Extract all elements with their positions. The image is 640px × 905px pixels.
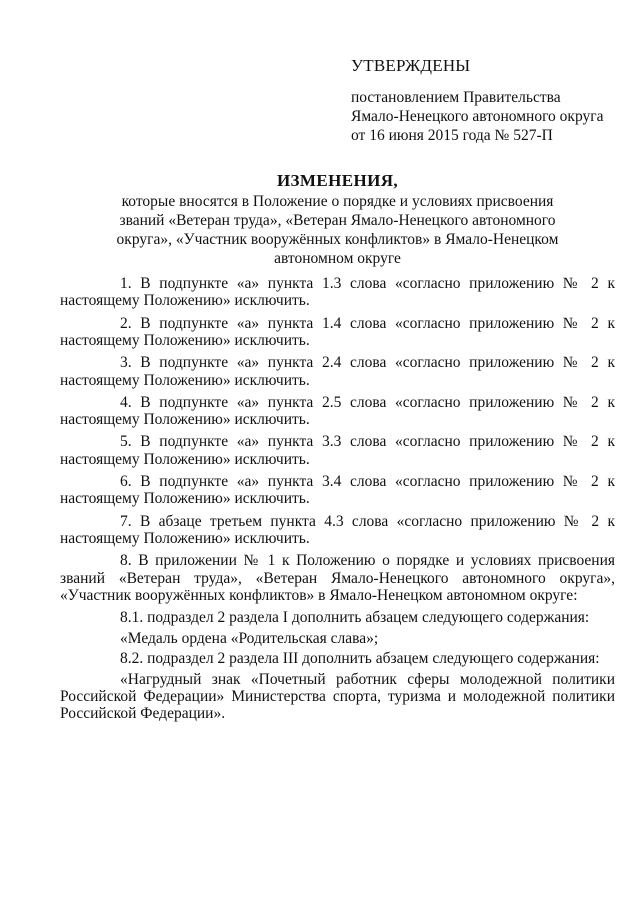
amendment-item	[60, 394, 615, 429]
amendment-item	[60, 473, 615, 508]
item-line: настоящему Положению» исключить.	[60, 332, 310, 350]
item-line: настоящему Положению» исключить.	[60, 490, 310, 508]
subitem-8-1-text: «Медаль ордена «Родительская слава»;	[120, 629, 379, 647]
subtitle-line: званий «Ветеран труда», «Ветеран Ямало-Ненецкого автономного	[119, 212, 556, 229]
amendment-item	[60, 433, 615, 468]
document-body	[60, 275, 615, 723]
item8-line: 8. В приложении № 1 к Положению о порядке и условиях присвоения	[120, 552, 615, 570]
approval-block	[351, 56, 621, 145]
item-line: настоящему Положению» исключить.	[60, 292, 310, 310]
document-title-block	[60, 170, 615, 268]
item8-line: «Участник вооружённых конфликтов» в Ямало-Ненецком автономном округе:	[60, 587, 578, 605]
item-line: 1. В подпункте «а» пункта 1.3 слова «согласно приложению № 2 к	[120, 275, 615, 292]
subitem-8-2: 8.2. подраздел 2 раздела III дополнить абзацем следующего содержания:	[120, 650, 600, 668]
approval-line: Ямало-Ненецкого автономного округа	[351, 108, 604, 125]
item8-line: званий «Ветеран труда», «Ветеран Ямало-Ненецкого автономного округа»,	[60, 569, 615, 587]
subitem-8-1: 8.1. подраздел 2 раздела I дополнить абзацем следующего содержания:	[120, 609, 590, 627]
item-line: 6. В подпункте «а» пункта 3.4 слова «согласно приложению № 2 к	[120, 473, 615, 491]
item-line: 5. В подпункте «а» пункта 3.3 слова «согласно приложению № 2 к	[120, 433, 615, 451]
item-line: настоящему Положению» исключить.	[60, 450, 310, 468]
amendment-item	[60, 275, 615, 310]
subitem-8-2-text	[60, 671, 615, 723]
subitem-8-2-line: Российской Федерации» Министерства спорта, туризма и молодежной политики	[60, 687, 615, 705]
item-line: 3. В подпункте «а» пункта 2.4 слова «согласно приложению № 2 к	[120, 354, 615, 372]
item-line: 7. В абзаце третьем пункта 4.3 слова «согласно приложению № 2 к	[120, 512, 615, 530]
item-line: 4. В подпункте «а» пункта 2.5 слова «согласно приложению № 2 к	[120, 393, 615, 411]
item-line: настоящему Положению» исключить.	[60, 411, 310, 429]
document-subtitle	[60, 192, 615, 268]
item-line: настоящему Положению» исключить.	[60, 371, 310, 389]
amendment-item-8	[60, 552, 615, 604]
subtitle-line: округа», «Участник вооружённых конфликтов» в Ямало-Ненецком	[116, 231, 559, 248]
item-line: 2. В подпункте «а» пункта 1.4 слова «согласно приложению № 2 к	[120, 314, 615, 332]
approval-line: постановлением Правительства	[351, 89, 561, 106]
item-line: настоящему Положению» исключить.	[60, 530, 310, 548]
amendment-item	[60, 315, 615, 350]
subitem-8-2-line: «Нагрудный знак «Почетный работник сферы молодежной политики	[120, 670, 615, 688]
amendment-item	[60, 513, 615, 548]
subtitle-line: автономном округе	[274, 250, 401, 267]
subtitle-line: которые вносятся в Положение о порядке и условиях присвоения	[121, 193, 554, 210]
approval-line: от 16 июня 2015 года № 527-П	[351, 127, 553, 144]
approval-heading: УТВЕРЖДЕНЫ	[351, 56, 471, 75]
document-title: ИЗМЕНЕНИЯ,	[276, 171, 399, 190]
subitem-8-2-line: Российской Федерации».	[60, 705, 226, 723]
amendment-item	[60, 354, 615, 389]
